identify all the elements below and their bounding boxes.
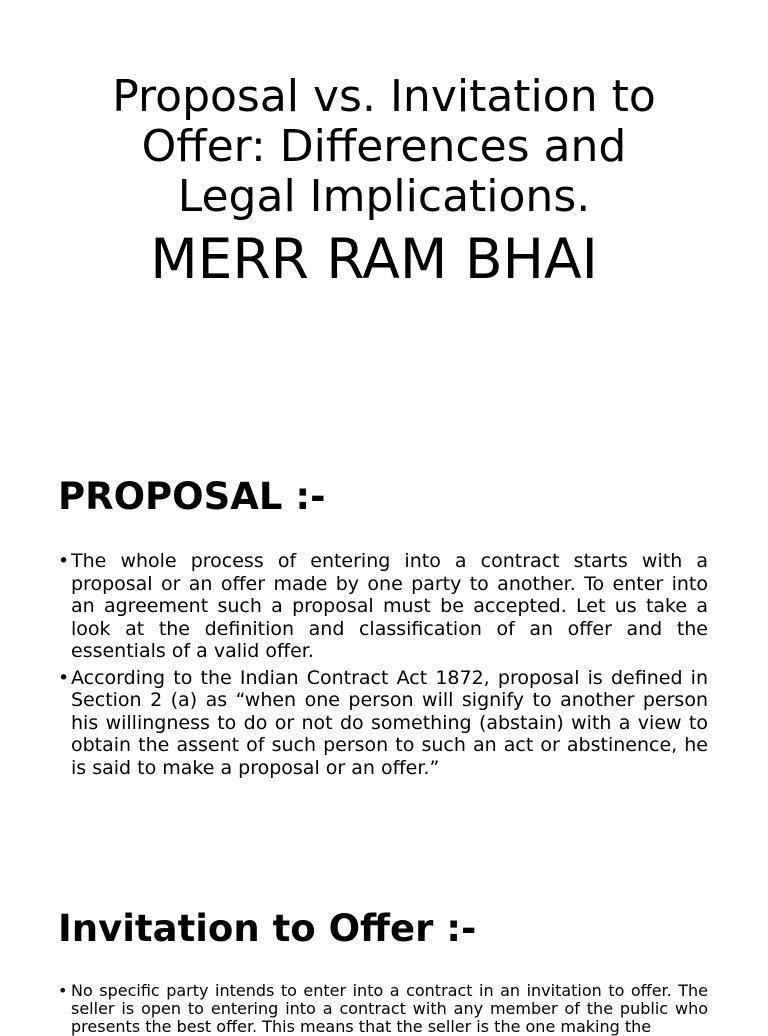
author-name: MERR RAM BHAI [150, 227, 598, 291]
bullet-text: The whole process of entering into a contract starts with a proposal or an offer made by one party to another. To enter into an agreement such a proposal must be accepted. Let us take a look at the definition and classification of an offer and the essentials of a valid offer. [71, 550, 708, 662]
bullet-icon: • [58, 981, 68, 1000]
title-slide [0, 0, 768, 432]
invitation-bullet-no-specific-party [58, 982, 708, 1036]
proposal-slide [0, 432, 768, 864]
bullet-icon: • [58, 550, 70, 572]
proposal-bullet-list [58, 550, 708, 783]
invitation-heading: Invitation to Offer :- [58, 907, 477, 950]
document-title: Proposal vs. Invitation to Offer: Differences and Legal Implications. [112, 71, 656, 222]
bullet-icon: • [58, 666, 70, 689]
proposal-bullet-section-2a [58, 667, 708, 780]
bullet-text: According to the Indian Contract Act 1872, proposal is defined in Section 2 (a) as “when one person will signify to another person his willingness to do or not do something (abstain) with a view to obtain the assent of such person to such an act or abstinence, he is said to make a proposal or an offer.” [71, 666, 708, 779]
invitation-bullet-list [58, 982, 708, 1036]
invitation-slide [0, 864, 768, 1036]
proposal-bullet-definition-intro [58, 550, 708, 663]
bullet-text: No specific party intends to enter into a contract in an invitation to offer. The seller is open to entering into a contract with any member of the public who presents the best offer. This means that the seller is the one making the [71, 981, 708, 1036]
proposal-heading: PROPOSAL :- [58, 475, 326, 518]
